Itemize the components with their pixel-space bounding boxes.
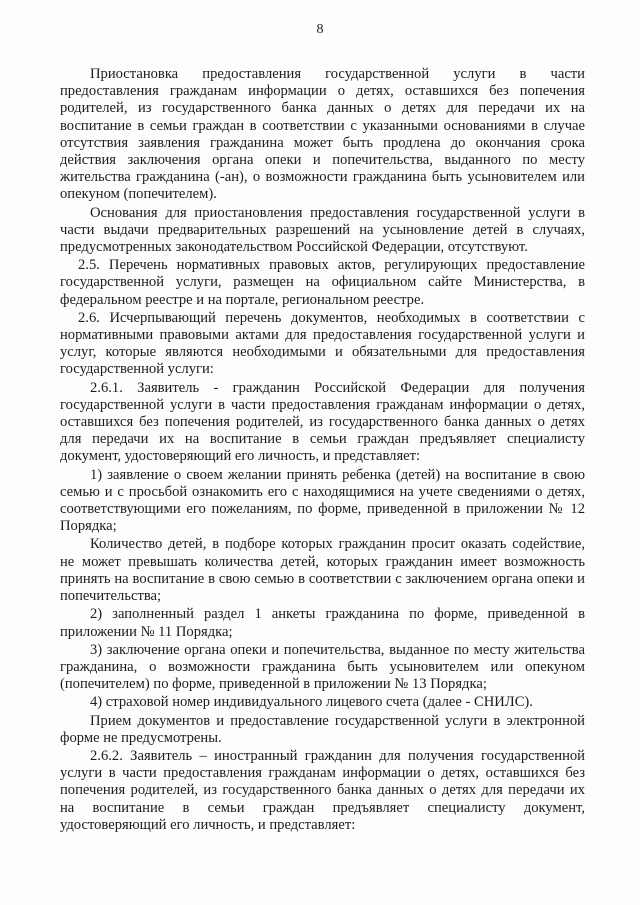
paragraph-2-5: 2.5. Перечень нормативных правовых актов, регулирующих предоставление государственной услуги, размещен на официальном сайте Министерства, в федеральном реестре и на портале, региональном реестре. [60,257,585,308]
list-item-1: 1) заявление о своем желании принять ребенка (детей) на воспитание в свою семью и с просьбой ознакомить его с находящимися на учете сведениями о детях, соответствующими его пожеланиям, по форме, приведенной в приложении № 12 Порядка; [60,466,585,535]
list-item-2: 2) заполненный раздел 1 анкеты гражданина по форме, приведенной в приложении № 11 Порядка; [60,606,585,640]
list-item-4: 4) страховой номер индивидуального лицевого счета (далее - СНИЛС). [90,694,533,711]
paragraph-suspension-grounds: Основания для приостановления предоставления государственной услуги в части выдачи предварительных разрешений на усыновление детей в случаях, предусмотренных законодательством Российской Федерации, отсутствуют. [60,204,585,256]
list-item-3: 3) заключение органа опеки и попечительства, выданное по месту жительства гражданина, о возможности гражданина быть усыновителем или опекуном (попечителем) по форме, приведенной в приложении № 13 Порядка; [60,641,585,693]
document-body [60,66,585,835]
paragraph-2-6-2: 2.6.2. Заявитель – иностранный гражданин для получения государственной услуги в части предоставления гражданам информации о детях, оставшихся без попечения родителей, из государственного банка данных о детях для передачи их на воспитание в семьи граждан предъявляет специалисту документ, удостоверяющий его личность, и представляет: [60,747,585,833]
paragraph-2-6-1: 2.6.1. Заявитель - гражданин Российской Федерации для получения государственной услуги в части предоставления гражданам информации о детях, оставшихся без попечения родителей, из государственного банка данных о детях для передачи их на воспитание в семьи граждан предъявляет специалисту документ, удостоверяющий его личность, и представляет: [60,379,585,465]
paragraph-suspension-period: Приостановка предоставления государственной услуги в части предоставления гражданам информации о детях, оставшихся без попечения родителей, из государственного банка данных о детях для передачи их на воспитание в семьи граждан в соответствии с указанными основаниями в случае отсутствия заявления гражданина может быть продлена до окончания срока действия заключения органа опеки и попечительства, выданного по месту жительства гражданина (-ан), о возможности гражданина быть усыновителем или опекуном (попечителем). [60,66,585,203]
paragraph-children-count: Количество детей, в подборе которых гражданин просит оказать содействие, не может превышать количества детей, которых гражданин имеет возможность принять на воспитание в свою семью в соответствии с заключением органа опеки и попечительства; [60,536,585,605]
paragraph-electronic-form: Прием документов и предоставление государственной услуги в электронной форме не предусмотрены. [60,712,585,746]
page-number: 8 [316,22,324,37]
paragraph-2-6: 2.6. Исчерпывающий перечень документов, необходимых в соответствии с нормативными правовыми актами для предоставления государственной услуги и услуг, которые являются необходимыми и обязательными для предоставления государственной услуги: [60,309,585,378]
